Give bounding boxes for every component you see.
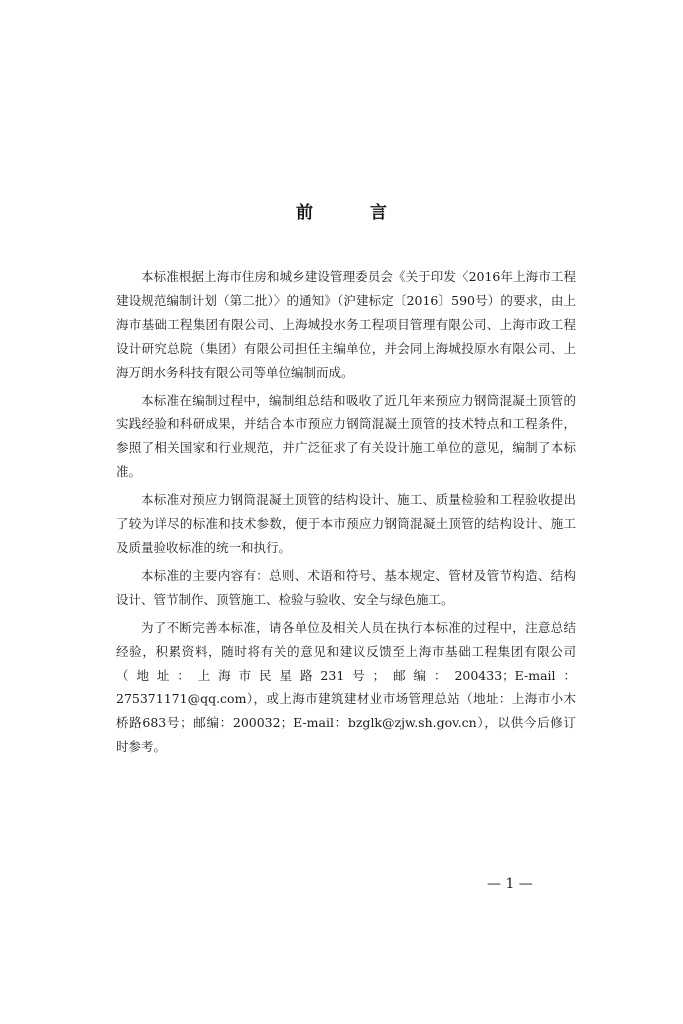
paragraph: 本标准在编制过程中，编制组总结和吸收了近几年来预应力钢筒混凝土顶管的实践经验和科研成果，并结合本市预应力钢筒混凝土顶管的技术特点和工程条件，参照了相关国家和行业规范，并广泛征求了有关设计施工单位的意见，编制了本标准。: [116, 392, 576, 480]
page-title: 前 言: [296, 203, 407, 223]
paragraph: 为了不断完善本标准，请各单位及相关人员在执行本标准的过程中，注意总结经验，积累资料，随时将有关的意见和建议反馈至上海市基础工程集团有限公司（地址：上海市民星路231号；邮编：200433；E-mail：275371171@qq.com），或上海市建筑建材业市场管理总站（地址：上海市小木桥路683号；邮编：200032；E-mail：bzglk@zjw.sh.gov.cn），以供今后修订时参考。: [116, 619, 576, 755]
paragraph: 本标准根据上海市住房和城乡建设管理委员会《关于印发〈2016年上海市工程建设规范编制计划（第二批）〉的通知》（沪建标定〔2016〕590号）的要求，由上海市基础工程集团有限公司、上海城投水务工程项目管理有限公司、上海市政工程设计研究总院（集团）有限公司担任主编单位，并会同上海城投原水有限公司、上海万朗水务科技有限公司等单位编制而成。: [116, 269, 576, 380]
paragraph: 本标准的主要内容有：总则、术语和符号、基本规定、管材及管节构造、结构设计、管节制作、顶管施工、检验与验收、安全与绿色施工。: [116, 567, 576, 607]
paragraph: 本标准对预应力钢筒混凝土顶管的结构设计、施工、质量检验和工程验收提出了较为详尽的标准和技术参数，便于本市预应力钢筒混凝土顶管的结构设计、施工及质量验收标准的统一和执行。: [116, 492, 576, 555]
page-number: — 1 —: [487, 876, 533, 892]
preface-body: [116, 265, 576, 763]
